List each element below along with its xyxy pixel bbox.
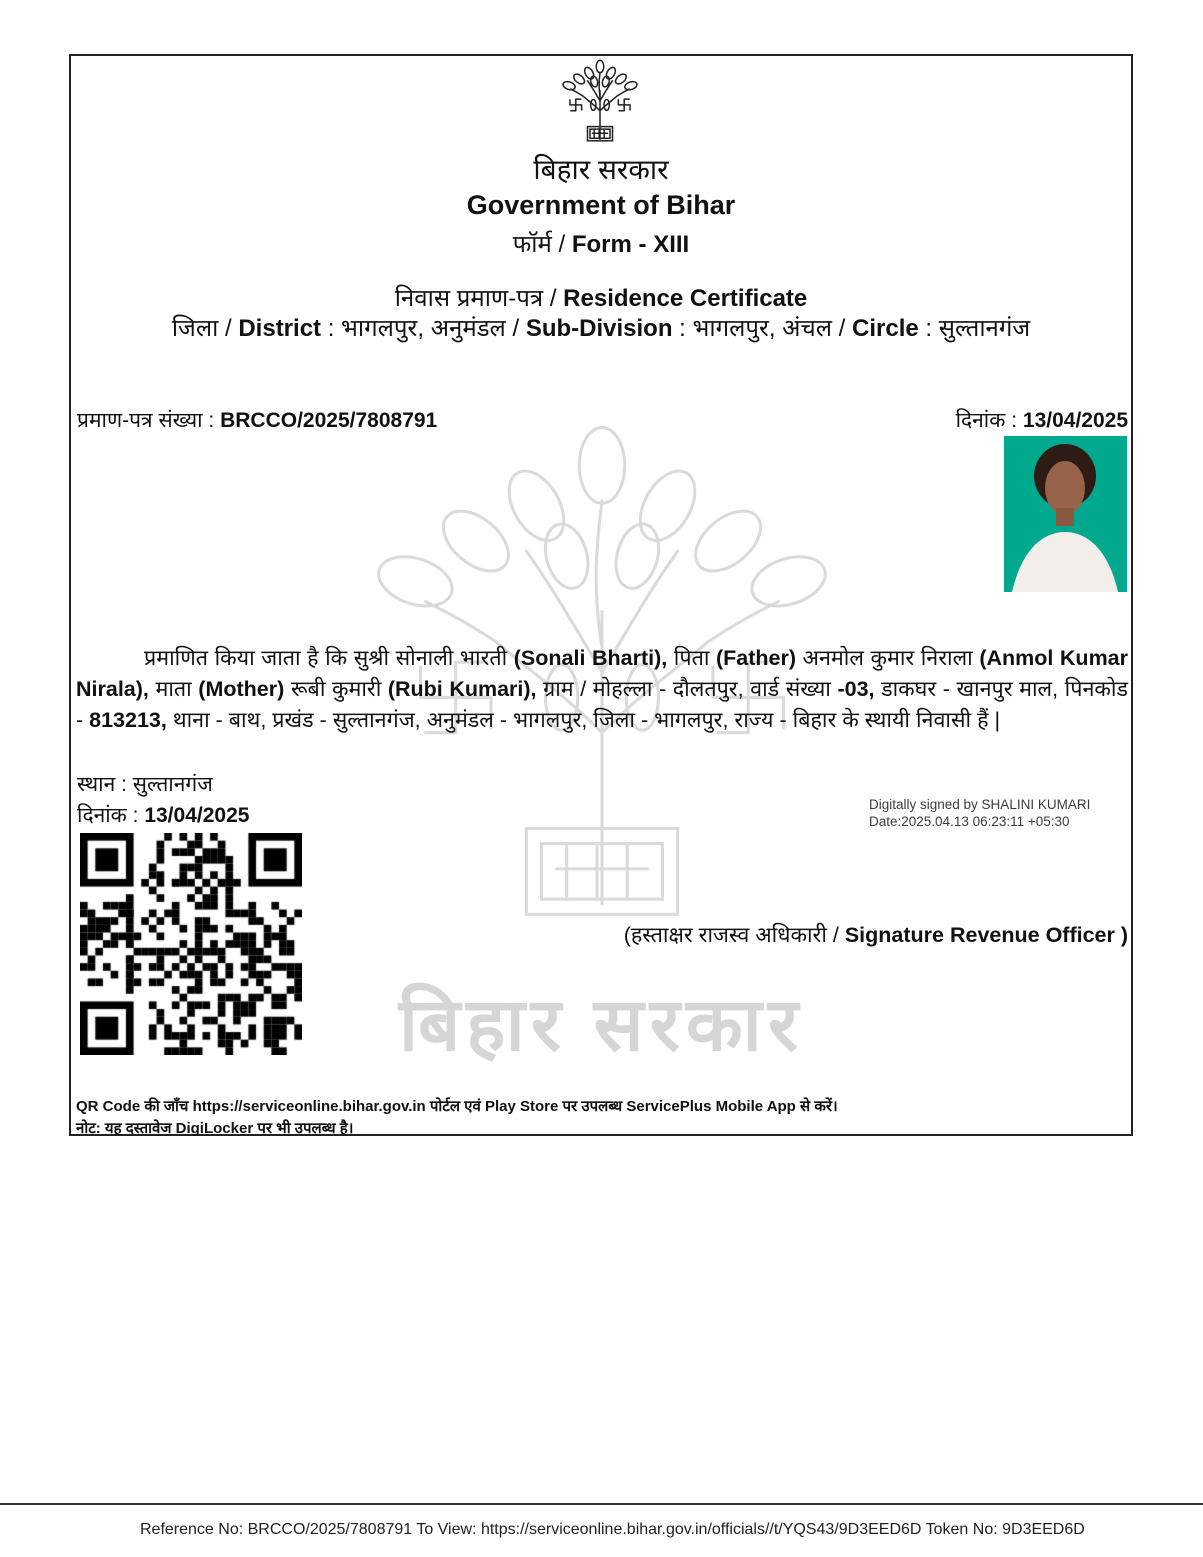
- place-line: स्थान : सुल्तानगंज: [77, 773, 213, 796]
- applicant-portrait: [1004, 436, 1127, 592]
- certificate-body-paragraph: प्रमाणित किया जाता है कि सुश्री सोनाली भारती (Sonali Bharti), पिता (Father) अनमोल कुमार निराला (Anmol Kumar Nirala), माता (Mother) रूबी कुमारी (Rubi Kumari), ग्राम / मोहल्ला - दौलतपुर, वार्ड संख्या -03, डाकघर - खानपुर माल, पिनकोड - 813213, थाना - बाथ, प्रखंड - सुल्तानगंज, अनुमंडल - भागलपुर, जिला - भागलपुर, राज्य - बिहार के स्थायी निवासी हैं |: [76, 646, 1129, 732]
- footer-divider: [0, 1503, 1203, 1505]
- form-number-line: फॉर्म / Form - XIII: [512, 231, 690, 258]
- qr-code: [80, 833, 302, 1055]
- signature-revenue-officer-line: (हस्ताक्षर राजस्व अधिकारी / Signature Revenue Officer ): [623, 923, 1128, 947]
- date-line: दिनांक : 13/04/2025: [77, 804, 250, 827]
- digilocker-note: नोट: यह दस्तावेज DigiLocker पर भी उपलब्ध है।: [76, 1120, 354, 1137]
- digital-signature: [869, 796, 1169, 830]
- footer-reference-line: Reference No: BRCCO/2025/7808791 To View: https://serviceonline.bihar.gov.in/officials//t/YQS43/9D3EED6D Token No: 9D3EED6D: [140, 1521, 1085, 1538]
- applicant-photo: [1004, 436, 1127, 592]
- certificate-number: प्रमाण-पत्र संख्या : BRCCO/2025/7808791: [77, 409, 438, 432]
- digital-signature-line2: Date:2025.04.13 06:23:11 +05:30: [869, 814, 1070, 829]
- certificate-date: दिनांक : 13/04/2025: [955, 409, 1128, 432]
- watermark-text: बिहार सरकार: [398, 983, 805, 1066]
- government-title-hindi: बिहार सरकार: [533, 154, 669, 185]
- government-title-english: Government of Bihar: [466, 190, 736, 220]
- certificate-title: निवास प्रमाण-पत्र / Residence Certificate: [394, 285, 808, 312]
- qr-verification-note: QR Code की जाँच https://serviceonline.bihar.gov.in पोर्टल एवं Play Store पर उपलब्ध ServicePlus Mobile App से करें।: [76, 1098, 838, 1115]
- digital-signature-line1: Digitally signed by SHALINI KUMARI: [869, 797, 1091, 812]
- bihar-government-emblem-icon: [553, 59, 647, 155]
- district-subdivision-circle-line: जिला / District : भागलपुर, अनुमंडल / Sub-Division : भागलपुर, अंचल / Circle : सुल्तानगंज: [171, 315, 1031, 342]
